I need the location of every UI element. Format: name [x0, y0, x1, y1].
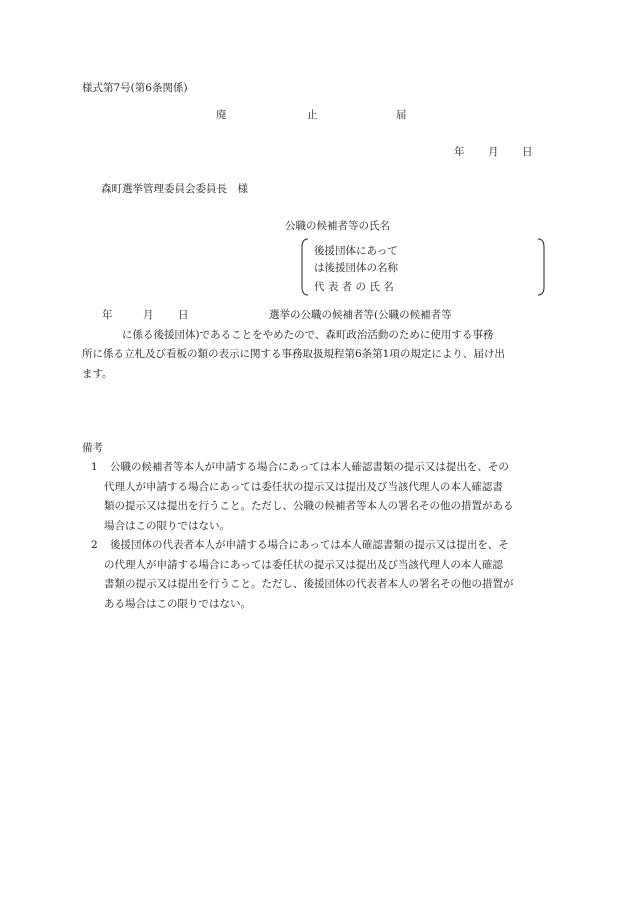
remark-line: 類の提示又は提出を行うこと。ただし、公職の候補者等本人の署名その他の措置がある: [104, 500, 514, 512]
remark-number: 2: [91, 539, 98, 551]
form-number: 様式第7号(第6条関係): [82, 82, 188, 94]
remark-line: 公職の候補者等本人が申請する場合にあっては本人確認書類の提示又は提出を、その: [110, 461, 509, 473]
title-char-2: 止: [307, 109, 318, 121]
date-month: 月: [488, 146, 499, 158]
title-char-1: 廃: [216, 109, 227, 121]
support-group-line-1: 後援団体にあって: [314, 245, 398, 257]
decl-year: 年: [102, 309, 113, 321]
decl-line1-text: 選挙の公職の候補者等(公職の候補者等: [269, 309, 452, 321]
date-day: 日: [522, 146, 533, 158]
remark-item: [82, 536, 552, 614]
date-year: 年: [454, 146, 465, 158]
declaration-line-1: [82, 306, 552, 326]
remarks-list: [82, 458, 552, 614]
decl-month: 月: [143, 309, 154, 321]
declaration-line-2: [82, 326, 552, 346]
addressee: 森町選挙管理委員会委員長 様: [101, 183, 248, 195]
remark-line: 代理人が申請する場合にあっては委任状の提示又は提出及び当該代理人の本人確認書: [104, 480, 503, 493]
remark-line: ある場合はこの限りではない。: [104, 597, 251, 610]
decl-day: 日: [178, 309, 189, 321]
remark-line: 場合はこの限りではない。: [104, 519, 230, 532]
declaration-line-4: ます。: [82, 367, 113, 380]
remarks-heading: 備考: [82, 442, 103, 454]
candidate-name-label: 公職の候補者等の氏名: [285, 220, 390, 232]
remark-line: 書類の提示又は提出を行うこと。ただし、後援団体の代表者本人の署名その他の措置が: [104, 578, 514, 590]
declaration-line-3: 所に係る立札及び看板の類の表示に関する事務取扱規程第6条第1項の規定により、届け出: [82, 348, 505, 360]
remark-line: の代理人が申請する場合にあっては委任状の提示又は提出及び当該代理人の本人確認: [104, 558, 503, 571]
support-group-line-2: は後援団体の名称: [314, 262, 398, 274]
representative-name-label: 代 表 者 の 氏 名: [314, 281, 394, 293]
remark-item: [82, 458, 552, 536]
remark-number: 1: [91, 461, 98, 473]
declaration-paragraph: [82, 306, 552, 384]
title-char-3: 届: [396, 109, 407, 121]
remark-line: 後援団体の代表者本人が申請する場合にあっては本人確認書類の提示又は提出を、そ: [110, 539, 509, 551]
support-group-bracket: [300, 237, 548, 297]
decl-line2-text: に係る後援団体)であることをやめたので、森町政治活動のために使用する事務: [122, 328, 494, 341]
